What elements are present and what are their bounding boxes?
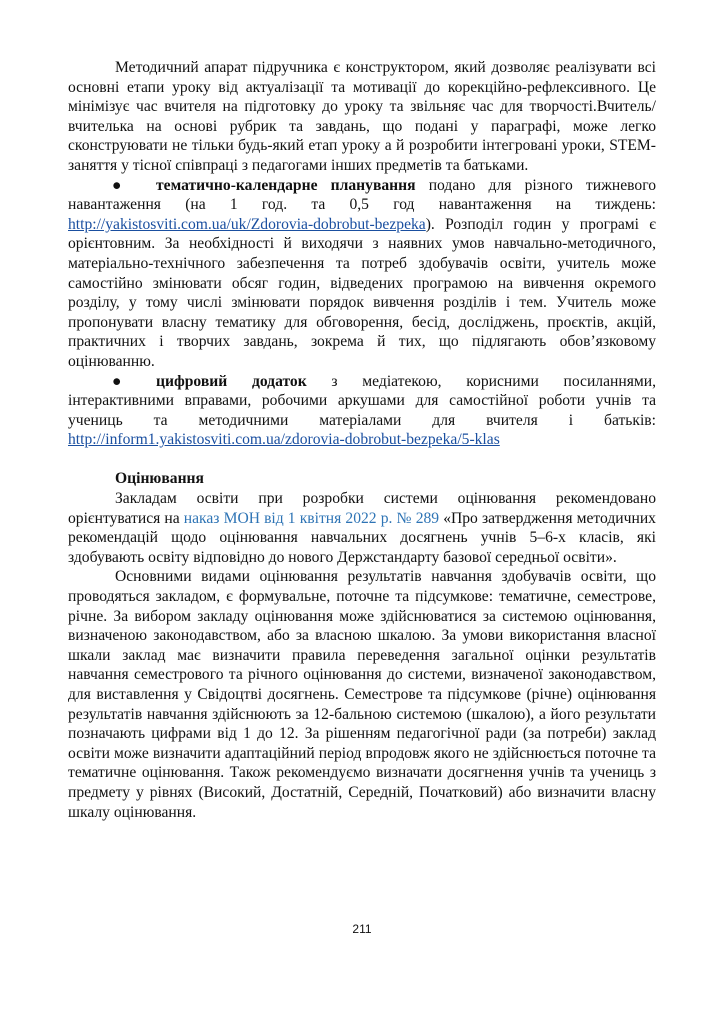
bullet-icon: ● xyxy=(112,372,122,390)
bullet-text: подано для різного тижневого навантаження (на 1 год. та 0,5 год навантаження на тиждень: xyxy=(68,176,656,214)
planning-link[interactable]: http://yakistosviti.com.ua/uk/Zdorovia-dobrobut-bezpeka xyxy=(68,215,426,233)
document-page xyxy=(68,58,656,822)
paragraph-assessment-types: Основними видами оцінювання результатів навчання здобувачів освіти, що проводяться закладом, є формувальне, поточне та підсумкове: тематичне, семестрове, річне. За вибором закладу оцінювання може здійснюватися за системою оцінювання, визначеною законодавством, або за власною шкалою. За умови використання власної шкали заклад має визначити правила переведення загальної оцінки результатів навчання семестрового та річного оцінювання до системи, визначеної законодавством, для виставлення у Свідоцтві досягнень. Семестрове та підсумкове (річне) оцінювання результатів навчання здійснюють за 12-бальною системою (шкалою), а його результати позначають цифрами від 1 до 12. За рішенням педагогічної ради (за потреби) заклад освіти може визначити адаптаційний період впродовж якого не здійснюється поточне та тематичне оцінювання. Також рекомендуємо визначати досягнення учнів та учениць з предмету у рівнях (Високий, Достатній, Середній, Початковий) або визначити власну шкалу оцінювання. xyxy=(68,568,656,821)
page-number: 211 xyxy=(352,922,372,936)
digital-supplement-link[interactable]: http://inform1.yakistosviti.com.ua/zdorovia-dobrobut-bezpeka/5-klas xyxy=(68,431,500,449)
bullet-digital-supplement xyxy=(68,372,656,450)
bullet-term: тематично-календарне планування xyxy=(156,176,416,194)
section-heading-assessment: Оцінювання xyxy=(115,470,204,488)
ministry-order-link[interactable]: наказ МОН від 1 квітня 2022 р. № 289 xyxy=(183,509,440,527)
bullet-thematic-planning xyxy=(68,176,656,372)
paragraph-methodical-apparatus: Методичний апарат підручника є конструктором, який дозволяє реалізувати всі основні етапи уроку від актуалізації та мотивації до корекційно-рефлексивного. Це мінімізує час вчителя на підготовку до уроку та звільняє час для творчості.Вчитель/вчителька на основі рубрик та завдань, що подані у параграфі, може легко сконструювати не тільки будь-який етап уроку а й розробити інтегровані уроки, STEM-заняття у тісної співпраці з педагогами інших предметів та батьками. xyxy=(68,59,656,174)
bullet-term: цифровий додаток xyxy=(156,372,307,390)
bullet-text: з медіатекою, корисними посиланнями, інтерактивними вправами, робочими аркушами для самостійної роботи учнів та учениць та методичними матеріалами для вчителя і батьків: xyxy=(68,372,656,429)
paragraph-text: Закладам освіти при розробки системи оцінювання рекомендовано орієнтуватися на xyxy=(68,490,656,527)
bullet-icon: ● xyxy=(112,176,122,194)
paragraph-assessment-order xyxy=(68,489,656,567)
bullet-text-continued: ). Розподіл годин у програмі є орієнтовним. За необхідності й виходячи з наявних умов навчально-методичного, матеріально-технічного забезпечення та потреб здобувачів освіти, учитель може самостійно змінювати обсяг годин, відведених програмою на вивчення окремого розділу, у тому числі змінювати порядок вивчення розділів і тем. Учитель може пропонувати власну тематику для обговорення, бесід, досліджень, проєктів, акцій, практичних і творчих завдань, зокрема й тих, що підлягають обов’язковому оцінюванню. xyxy=(68,215,656,370)
paragraph-text-continued: «Про затвердження методичних рекомендацій щодо оцінювання навчальних досягнень учнів 5–6-х класів, які здобувають освіту відповідно до нового Держстандарту базової середньої освіти». xyxy=(68,509,656,566)
